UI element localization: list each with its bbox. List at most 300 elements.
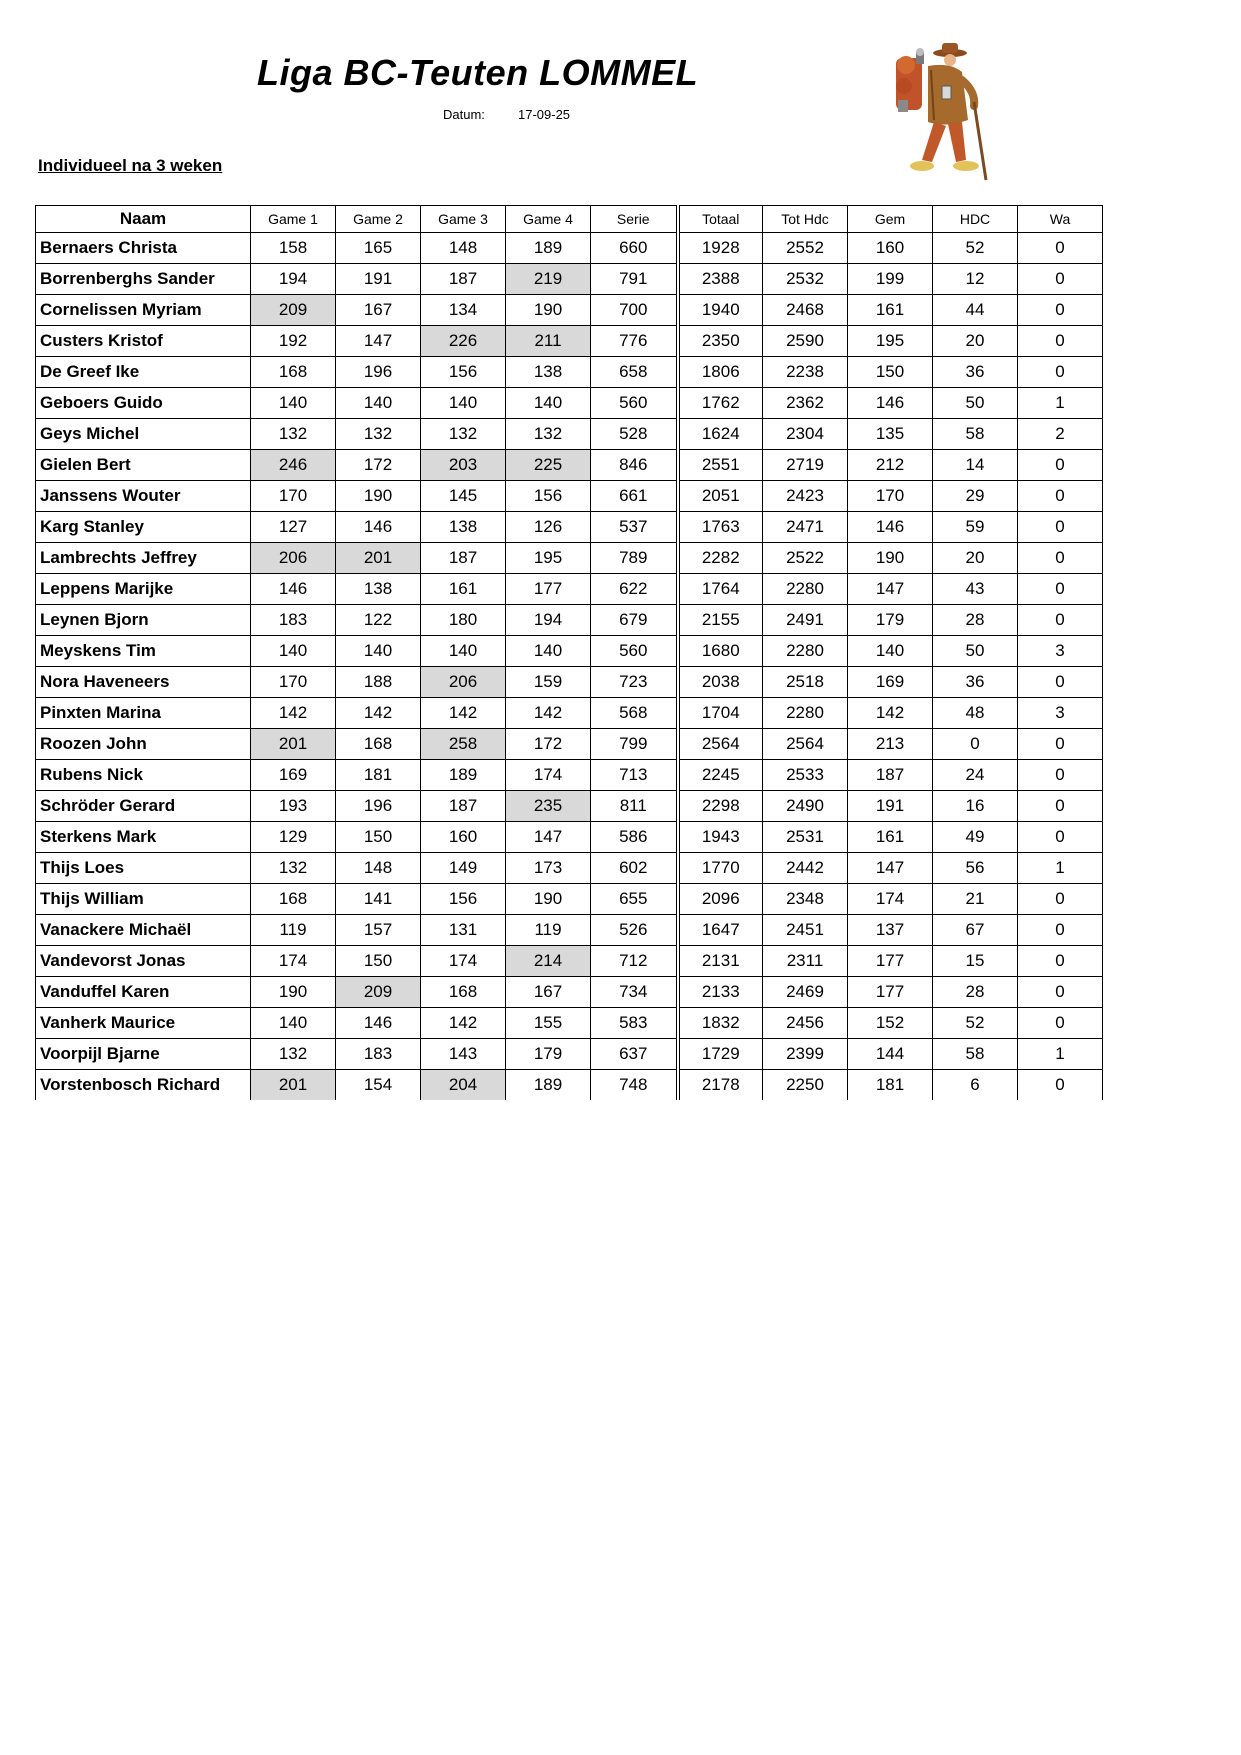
totaal-value: 2551	[678, 450, 763, 481]
handicap-value: 52	[933, 233, 1018, 264]
game-3-score: 156	[421, 357, 506, 388]
tot-hdc-value: 2304	[763, 419, 848, 450]
handicap-value: 28	[933, 605, 1018, 636]
tot-hdc-value: 2564	[763, 729, 848, 760]
tot-hdc-value: 2423	[763, 481, 848, 512]
table-row	[36, 791, 1103, 822]
average-value: 146	[848, 512, 933, 543]
table-row	[36, 915, 1103, 946]
game-4-score: 179	[506, 1039, 591, 1070]
average-value: 195	[848, 326, 933, 357]
game-4-score: 219	[506, 264, 591, 295]
table-row	[36, 233, 1103, 264]
game-2-score: 146	[336, 512, 421, 543]
game-1-score: 132	[251, 1039, 336, 1070]
game-1-score: 169	[251, 760, 336, 791]
column-header-totaal: Totaal	[678, 206, 763, 233]
serie-total: 526	[591, 915, 678, 946]
section-subtitle: Individueel na 3 weken	[38, 156, 223, 175]
game-3-score: 180	[421, 605, 506, 636]
wa-value: 0	[1018, 915, 1103, 946]
serie-total: 560	[591, 388, 678, 419]
game-2-score: 142	[336, 698, 421, 729]
table-row	[36, 977, 1103, 1008]
game-4-score: 167	[506, 977, 591, 1008]
table-header-row	[36, 206, 1103, 233]
wa-value: 1	[1018, 853, 1103, 884]
game-3-score: 160	[421, 822, 506, 853]
wa-value: 0	[1018, 946, 1103, 977]
player-name: Bernaers Christa	[36, 233, 251, 264]
totaal-value: 2155	[678, 605, 763, 636]
table-row	[36, 419, 1103, 450]
wa-value: 0	[1018, 450, 1103, 481]
game-4-score: 189	[506, 233, 591, 264]
table-row	[36, 450, 1103, 481]
player-name: Leynen Bjorn	[36, 605, 251, 636]
table-row	[36, 1070, 1103, 1101]
game-2-score: 190	[336, 481, 421, 512]
wa-value: 0	[1018, 884, 1103, 915]
handicap-value: 20	[933, 326, 1018, 357]
handicap-value: 28	[933, 977, 1018, 1008]
game-3-score: 142	[421, 698, 506, 729]
player-name: Nora Haveneers	[36, 667, 251, 698]
game-2-score: 147	[336, 326, 421, 357]
game-4-score: 173	[506, 853, 591, 884]
average-value: 160	[848, 233, 933, 264]
tot-hdc-value: 2280	[763, 574, 848, 605]
totaal-value: 2350	[678, 326, 763, 357]
totaal-value: 2564	[678, 729, 763, 760]
table-row	[36, 295, 1103, 326]
game-4-score: 177	[506, 574, 591, 605]
game-3-score: 140	[421, 388, 506, 419]
player-name: Vanduffel Karen	[36, 977, 251, 1008]
wa-value: 0	[1018, 481, 1103, 512]
table-row	[36, 388, 1103, 419]
game-4-score: 214	[506, 946, 591, 977]
tot-hdc-value: 2490	[763, 791, 848, 822]
player-name: Rubens Nick	[36, 760, 251, 791]
game-2-score: 168	[336, 729, 421, 760]
column-header-serie: Serie	[591, 206, 678, 233]
serie-total: 661	[591, 481, 678, 512]
serie-total: 583	[591, 1008, 678, 1039]
game-2-score: 148	[336, 853, 421, 884]
game-4-score: 225	[506, 450, 591, 481]
serie-total: 637	[591, 1039, 678, 1070]
game-3-score: 134	[421, 295, 506, 326]
handicap-value: 67	[933, 915, 1018, 946]
game-2-score: 140	[336, 388, 421, 419]
wa-value: 0	[1018, 605, 1103, 636]
average-value: 181	[848, 1070, 933, 1101]
column-header-gem: Gem	[848, 206, 933, 233]
wa-value: 0	[1018, 264, 1103, 295]
table-row	[36, 605, 1103, 636]
player-name: Thijs William	[36, 884, 251, 915]
player-name: Roozen John	[36, 729, 251, 760]
serie-total: 700	[591, 295, 678, 326]
column-header-wa: Wa	[1018, 206, 1103, 233]
tot-hdc-value: 2280	[763, 636, 848, 667]
game-1-score: 170	[251, 667, 336, 698]
average-value: 177	[848, 946, 933, 977]
serie-total: 748	[591, 1070, 678, 1101]
game-2-score: 172	[336, 450, 421, 481]
handicap-value: 36	[933, 357, 1018, 388]
game-4-score: 174	[506, 760, 591, 791]
totaal-value: 1624	[678, 419, 763, 450]
totaal-value: 2178	[678, 1070, 763, 1101]
serie-total: 622	[591, 574, 678, 605]
wa-value: 0	[1018, 667, 1103, 698]
game-1-score: 129	[251, 822, 336, 853]
tot-hdc-value: 2590	[763, 326, 848, 357]
game-4-score: 155	[506, 1008, 591, 1039]
wa-value: 0	[1018, 357, 1103, 388]
game-3-score: 149	[421, 853, 506, 884]
wa-value: 3	[1018, 698, 1103, 729]
player-name: Vanherk Maurice	[36, 1008, 251, 1039]
totaal-value: 1943	[678, 822, 763, 853]
wa-value: 0	[1018, 791, 1103, 822]
table-row	[36, 1008, 1103, 1039]
wa-value: 2	[1018, 419, 1103, 450]
game-3-score: 189	[421, 760, 506, 791]
serie-total: 537	[591, 512, 678, 543]
tot-hdc-value: 2250	[763, 1070, 848, 1101]
serie-total: 679	[591, 605, 678, 636]
game-3-score: 203	[421, 450, 506, 481]
wa-value: 0	[1018, 326, 1103, 357]
page-title: Liga BC-Teuten LOMMEL	[257, 52, 699, 93]
average-value: 199	[848, 264, 933, 295]
game-1-score: 140	[251, 388, 336, 419]
average-value: 191	[848, 791, 933, 822]
game-4-score: 195	[506, 543, 591, 574]
scores-table	[35, 205, 1103, 1100]
totaal-value: 2298	[678, 791, 763, 822]
game-2-score: 201	[336, 543, 421, 574]
wa-value: 3	[1018, 636, 1103, 667]
game-4-score: 140	[506, 636, 591, 667]
serie-total: 568	[591, 698, 678, 729]
totaal-value: 2282	[678, 543, 763, 574]
totaal-value: 2096	[678, 884, 763, 915]
game-1-score: 209	[251, 295, 336, 326]
totaal-value: 1763	[678, 512, 763, 543]
game-3-score: 140	[421, 636, 506, 667]
tot-hdc-value: 2533	[763, 760, 848, 791]
table-row	[36, 946, 1103, 977]
game-2-score: 196	[336, 357, 421, 388]
handicap-value: 56	[933, 853, 1018, 884]
column-header-game-2: Game 2	[336, 206, 421, 233]
game-3-score: 148	[421, 233, 506, 264]
player-name: Cornelissen Myriam	[36, 295, 251, 326]
game-1-score: 183	[251, 605, 336, 636]
totaal-value: 1832	[678, 1008, 763, 1039]
player-name: Meyskens Tim	[36, 636, 251, 667]
player-name: Gielen Bert	[36, 450, 251, 481]
wa-value: 0	[1018, 574, 1103, 605]
game-2-score: 165	[336, 233, 421, 264]
wa-value: 0	[1018, 760, 1103, 791]
tot-hdc-value: 2552	[763, 233, 848, 264]
game-1-score: 201	[251, 1070, 336, 1101]
game-4-score: 142	[506, 698, 591, 729]
game-2-score: 150	[336, 946, 421, 977]
game-1-score: 194	[251, 264, 336, 295]
game-3-score: 187	[421, 791, 506, 822]
game-1-score: 119	[251, 915, 336, 946]
totaal-value: 2133	[678, 977, 763, 1008]
game-1-score: 246	[251, 450, 336, 481]
game-4-score: 159	[506, 667, 591, 698]
totaal-value: 2131	[678, 946, 763, 977]
date-label: Datum:	[443, 107, 485, 122]
average-value: 212	[848, 450, 933, 481]
table-row	[36, 884, 1103, 915]
game-1-score: 140	[251, 1008, 336, 1039]
average-value: 147	[848, 574, 933, 605]
game-2-score: 146	[336, 1008, 421, 1039]
handicap-value: 43	[933, 574, 1018, 605]
game-3-score: 143	[421, 1039, 506, 1070]
game-1-score: 174	[251, 946, 336, 977]
totaal-value: 1680	[678, 636, 763, 667]
average-value: 177	[848, 977, 933, 1008]
game-2-score: 167	[336, 295, 421, 326]
totaal-value: 1729	[678, 1039, 763, 1070]
game-4-score: 156	[506, 481, 591, 512]
tot-hdc-value: 2522	[763, 543, 848, 574]
handicap-value: 21	[933, 884, 1018, 915]
tot-hdc-value: 2468	[763, 295, 848, 326]
average-value: 135	[848, 419, 933, 450]
game-3-score: 156	[421, 884, 506, 915]
game-1-score: 142	[251, 698, 336, 729]
game-4-score: 126	[506, 512, 591, 543]
totaal-value: 1770	[678, 853, 763, 884]
average-value: 146	[848, 388, 933, 419]
game-2-score: 141	[336, 884, 421, 915]
game-1-score: 192	[251, 326, 336, 357]
tot-hdc-value: 2471	[763, 512, 848, 543]
average-value: 137	[848, 915, 933, 946]
table-row	[36, 1039, 1103, 1070]
wa-value: 0	[1018, 512, 1103, 543]
serie-total: 776	[591, 326, 678, 357]
game-4-score: 190	[506, 295, 591, 326]
average-value: 161	[848, 822, 933, 853]
average-value: 187	[848, 760, 933, 791]
handicap-value: 36	[933, 667, 1018, 698]
game-1-score: 201	[251, 729, 336, 760]
serie-total: 712	[591, 946, 678, 977]
game-2-score: 157	[336, 915, 421, 946]
game-3-score: 226	[421, 326, 506, 357]
column-header-game-3: Game 3	[421, 206, 506, 233]
game-4-score: 189	[506, 1070, 591, 1101]
wa-value: 1	[1018, 388, 1103, 419]
handicap-value: 48	[933, 698, 1018, 729]
player-name: Custers Kristof	[36, 326, 251, 357]
serie-total: 660	[591, 233, 678, 264]
totaal-value: 1806	[678, 357, 763, 388]
handicap-value: 49	[933, 822, 1018, 853]
tot-hdc-value: 2311	[763, 946, 848, 977]
handicap-value: 52	[933, 1008, 1018, 1039]
game-3-score: 142	[421, 1008, 506, 1039]
tot-hdc-value: 2491	[763, 605, 848, 636]
table-row	[36, 822, 1103, 853]
tot-hdc-value: 2531	[763, 822, 848, 853]
game-1-score: 132	[251, 419, 336, 450]
wa-value: 0	[1018, 1070, 1103, 1101]
game-3-score: 174	[421, 946, 506, 977]
average-value: 179	[848, 605, 933, 636]
game-2-score: 196	[336, 791, 421, 822]
game-2-score: 191	[336, 264, 421, 295]
wa-value: 0	[1018, 1008, 1103, 1039]
average-value: 147	[848, 853, 933, 884]
game-2-score: 150	[336, 822, 421, 853]
game-3-score: 168	[421, 977, 506, 1008]
tot-hdc-value: 2442	[763, 853, 848, 884]
game-3-score: 258	[421, 729, 506, 760]
player-name: Vanackere Michaël	[36, 915, 251, 946]
game-2-score: 188	[336, 667, 421, 698]
game-3-score: 138	[421, 512, 506, 543]
player-name: Voorpijl Bjarne	[36, 1039, 251, 1070]
player-name: Sterkens Mark	[36, 822, 251, 853]
table-row	[36, 853, 1103, 884]
table-body	[36, 233, 1103, 1101]
column-header-naam: Naam	[36, 206, 251, 233]
tot-hdc-value: 2399	[763, 1039, 848, 1070]
teut-mascot-illustration	[876, 40, 1006, 185]
player-name: Geboers Guido	[36, 388, 251, 419]
player-name: Janssens Wouter	[36, 481, 251, 512]
serie-total: 791	[591, 264, 678, 295]
totaal-value: 2245	[678, 760, 763, 791]
table-row	[36, 512, 1103, 543]
game-2-score: 132	[336, 419, 421, 450]
table-row	[36, 636, 1103, 667]
game-2-score: 122	[336, 605, 421, 636]
serie-total: 658	[591, 357, 678, 388]
serie-total: 723	[591, 667, 678, 698]
game-4-score: 194	[506, 605, 591, 636]
game-4-score: 138	[506, 357, 591, 388]
column-header-game-1: Game 1	[251, 206, 336, 233]
game-1-score: 127	[251, 512, 336, 543]
table-row	[36, 543, 1103, 574]
wa-value: 1	[1018, 1039, 1103, 1070]
handicap-value: 14	[933, 450, 1018, 481]
player-name: Lambrechts Jeffrey	[36, 543, 251, 574]
wa-value: 0	[1018, 822, 1103, 853]
tot-hdc-value: 2362	[763, 388, 848, 419]
game-2-score: 181	[336, 760, 421, 791]
game-1-score: 193	[251, 791, 336, 822]
tot-hdc-value: 2238	[763, 357, 848, 388]
handicap-value: 24	[933, 760, 1018, 791]
tot-hdc-value: 2348	[763, 884, 848, 915]
game-2-score: 138	[336, 574, 421, 605]
game-1-score: 170	[251, 481, 336, 512]
player-name: Geys Michel	[36, 419, 251, 450]
average-value: 161	[848, 295, 933, 326]
handicap-value: 50	[933, 388, 1018, 419]
handicap-value: 6	[933, 1070, 1018, 1101]
game-3-score: 206	[421, 667, 506, 698]
handicap-value: 44	[933, 295, 1018, 326]
tot-hdc-value: 2719	[763, 450, 848, 481]
serie-total: 799	[591, 729, 678, 760]
handicap-value: 16	[933, 791, 1018, 822]
serie-total: 846	[591, 450, 678, 481]
game-4-score: 132	[506, 419, 591, 450]
game-4-score: 147	[506, 822, 591, 853]
serie-total: 655	[591, 884, 678, 915]
wa-value: 0	[1018, 543, 1103, 574]
game-4-score: 119	[506, 915, 591, 946]
tot-hdc-value: 2456	[763, 1008, 848, 1039]
totaal-value: 1647	[678, 915, 763, 946]
player-name: Pinxten Marina	[36, 698, 251, 729]
handicap-value: 0	[933, 729, 1018, 760]
game-1-score: 206	[251, 543, 336, 574]
column-header-hdc: HDC	[933, 206, 1018, 233]
average-value: 190	[848, 543, 933, 574]
game-3-score: 132	[421, 419, 506, 450]
handicap-value: 15	[933, 946, 1018, 977]
table-row	[36, 667, 1103, 698]
table-row	[36, 326, 1103, 357]
average-value: 174	[848, 884, 933, 915]
player-name: Vandevorst Jonas	[36, 946, 251, 977]
totaal-value: 2051	[678, 481, 763, 512]
average-value: 144	[848, 1039, 933, 1070]
serie-total: 560	[591, 636, 678, 667]
player-name: Thijs Loes	[36, 853, 251, 884]
average-value: 142	[848, 698, 933, 729]
game-4-score: 140	[506, 388, 591, 419]
wa-value: 0	[1018, 233, 1103, 264]
totaal-value: 1704	[678, 698, 763, 729]
totaal-value: 2038	[678, 667, 763, 698]
game-3-score: 187	[421, 543, 506, 574]
game-1-score: 168	[251, 884, 336, 915]
column-header-tot-hdc: Tot Hdc	[763, 206, 848, 233]
handicap-value: 50	[933, 636, 1018, 667]
serie-total: 811	[591, 791, 678, 822]
average-value: 213	[848, 729, 933, 760]
game-3-score: 187	[421, 264, 506, 295]
game-4-score: 235	[506, 791, 591, 822]
tot-hdc-value: 2280	[763, 698, 848, 729]
table-row	[36, 264, 1103, 295]
table-row	[36, 729, 1103, 760]
totaal-value: 1928	[678, 233, 763, 264]
table-row	[36, 481, 1103, 512]
tot-hdc-value: 2451	[763, 915, 848, 946]
game-3-score: 204	[421, 1070, 506, 1101]
